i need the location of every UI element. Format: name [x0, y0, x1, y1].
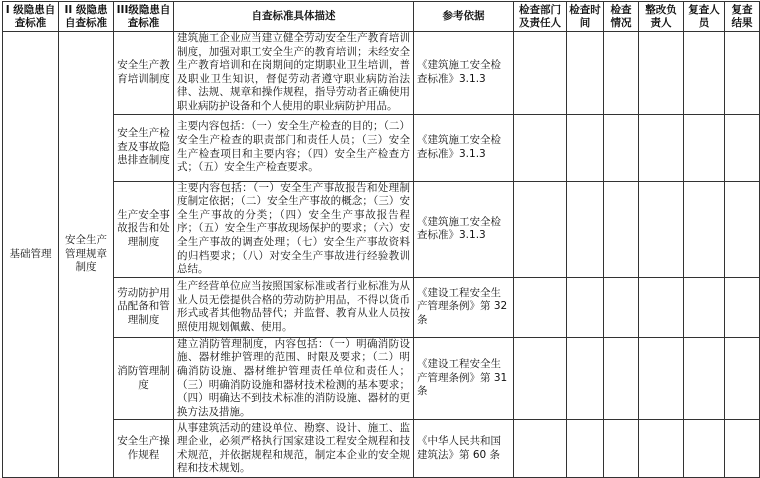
level3-cell: 劳动防护用品配备和管理制度	[114, 277, 174, 337]
time-cell[interactable]	[567, 337, 604, 420]
header-dept: 检查部门及责任人	[514, 2, 567, 32]
table-row	[3, 420, 760, 478]
description-cell: 从事建筑活动的建设单位、勘察、设计、施工、监理企业，必须严格执行国家建设工程安全规程和技术规范，并依据规程和规范，制定本企业的安全规程和技术规划。	[174, 420, 414, 478]
reviewer-cell[interactable]	[684, 337, 725, 420]
self-inspection-table	[2, 1, 760, 478]
header-rectifier: 整改负责人	[639, 2, 684, 32]
reference-cell: 《建筑施工安全检查标准》3.1.3	[414, 32, 514, 115]
reviewer-cell[interactable]	[684, 420, 725, 478]
level3-cell: 消防管理制度	[114, 337, 174, 420]
level3-cell: 安全生产操作规程	[114, 420, 174, 478]
dept-cell[interactable]	[514, 420, 567, 478]
result-cell[interactable]	[725, 420, 760, 478]
status-cell[interactable]	[604, 337, 639, 420]
header-reviewer: 复查人员	[684, 2, 725, 32]
status-cell[interactable]	[604, 114, 639, 181]
level1-cell: 基础管理	[3, 32, 59, 478]
level2-cell: 安全生产管理规章制度	[59, 32, 114, 478]
reviewer-cell[interactable]	[684, 277, 725, 337]
status-cell[interactable]	[604, 420, 639, 478]
description-cell: 生产经营单位应当按照国家标准或者行业标准为从业人员无偿提供合格的劳动防护用品，不得以货币形式或者其他物品替代；并监督、教育从业人员按照使用规划佩戴、使用。	[174, 277, 414, 337]
rectifier-cell[interactable]	[639, 337, 684, 420]
dept-cell[interactable]	[514, 337, 567, 420]
dept-cell[interactable]	[514, 277, 567, 337]
reference-cell: 《中华人民共和国建筑法》第 60 条	[414, 420, 514, 478]
status-cell[interactable]	[604, 181, 639, 277]
result-cell[interactable]	[725, 114, 760, 181]
time-cell[interactable]	[567, 277, 604, 337]
level3-cell: 安全生产检查及事故隐患排查制度	[114, 114, 174, 181]
reference-cell: 《建筑施工安全检查标准》3.1.3	[414, 114, 514, 181]
header-description: 自查标准具体描述	[174, 2, 414, 32]
table-row	[3, 337, 760, 420]
table-row	[3, 181, 760, 277]
result-cell[interactable]	[725, 32, 760, 115]
result-cell[interactable]	[725, 337, 760, 420]
time-cell[interactable]	[567, 181, 604, 277]
header-result: 复查结果	[725, 2, 760, 32]
rectifier-cell[interactable]	[639, 32, 684, 115]
status-cell[interactable]	[604, 277, 639, 337]
table-row	[3, 32, 760, 115]
dept-cell[interactable]	[514, 114, 567, 181]
time-cell[interactable]	[567, 114, 604, 181]
reviewer-cell[interactable]	[684, 32, 725, 115]
level3-cell: 安全生产教育培训制度	[114, 32, 174, 115]
header-status: 检查情况	[604, 2, 639, 32]
result-cell[interactable]	[725, 181, 760, 277]
reference-cell: 《建设工程安全生产管理条例》第 31 条	[414, 337, 514, 420]
rectifier-cell[interactable]	[639, 181, 684, 277]
dept-cell[interactable]	[514, 181, 567, 277]
table-row	[3, 114, 760, 181]
header-time: 检查时间	[567, 2, 604, 32]
header-level3: III级隐患自查标准	[114, 2, 174, 32]
description-cell: 主要内容包括：（一）安全生产事故报告和处理制度制定依据；（二）安全生产事故的概念；（三）安全生产事故的分类；（四）安全生产事故报告程序；（五）安全生产事故现场保护的要求；（六）安全生产事故的调查处理；（七）安全生产事故资料的归档要求；（八）对安全生产事故进行经验教训总结。	[174, 181, 414, 277]
reference-cell: 《建设工程安全生产管理条例》第 32 条	[414, 277, 514, 337]
description-cell: 建筑施工企业应当建立健全劳动安全生产教育培训制度，加强对职工安全生产的教育培训；未经安全生产教育培训和在岗期间的定期职业卫生培训，普及职业卫生知识，督促劳动者遵守职业病防治法律、法规、规章和操作规程，指导劳动者正确使用职业病防护设备和个人使用的职业病防护用品。	[174, 32, 414, 115]
rectifier-cell[interactable]	[639, 277, 684, 337]
level3-cell: 生产安全事故报告和处理制度	[114, 181, 174, 277]
description-cell: 主要内容包括：（一）安全生产检查的目的；（二）安全生产检查的职责部门和责任人员；（三）安全生产检查项目和主要内容；（四）安全生产检查方式；（五）安全生产检查要求。	[174, 114, 414, 181]
result-cell[interactable]	[725, 277, 760, 337]
header-reference: 参考依据	[414, 2, 514, 32]
description-cell: 建立消防管理制度，内容包括：（一）明确消防设施、器材维护管理的范围、时限及要求；（二）明确消防设施、器材维护管理责任单位和责任人；（三）明确消防设施和器材技术检测的基本要求；（四）明确达不到技术标准的消防设施、器材的更换方法及措施。	[174, 337, 414, 420]
table-row	[3, 277, 760, 337]
rectifier-cell[interactable]	[639, 114, 684, 181]
reviewer-cell[interactable]	[684, 181, 725, 277]
rectifier-cell[interactable]	[639, 420, 684, 478]
time-cell[interactable]	[567, 420, 604, 478]
header-row	[3, 2, 760, 32]
reference-cell: 《建筑施工安全检查标准》3.1.3	[414, 181, 514, 277]
header-level2: II 级隐患自查标准	[59, 2, 114, 32]
time-cell[interactable]	[567, 32, 604, 115]
dept-cell[interactable]	[514, 32, 567, 115]
header-level1: I 级隐患自查标准	[3, 2, 59, 32]
status-cell[interactable]	[604, 32, 639, 115]
reviewer-cell[interactable]	[684, 114, 725, 181]
